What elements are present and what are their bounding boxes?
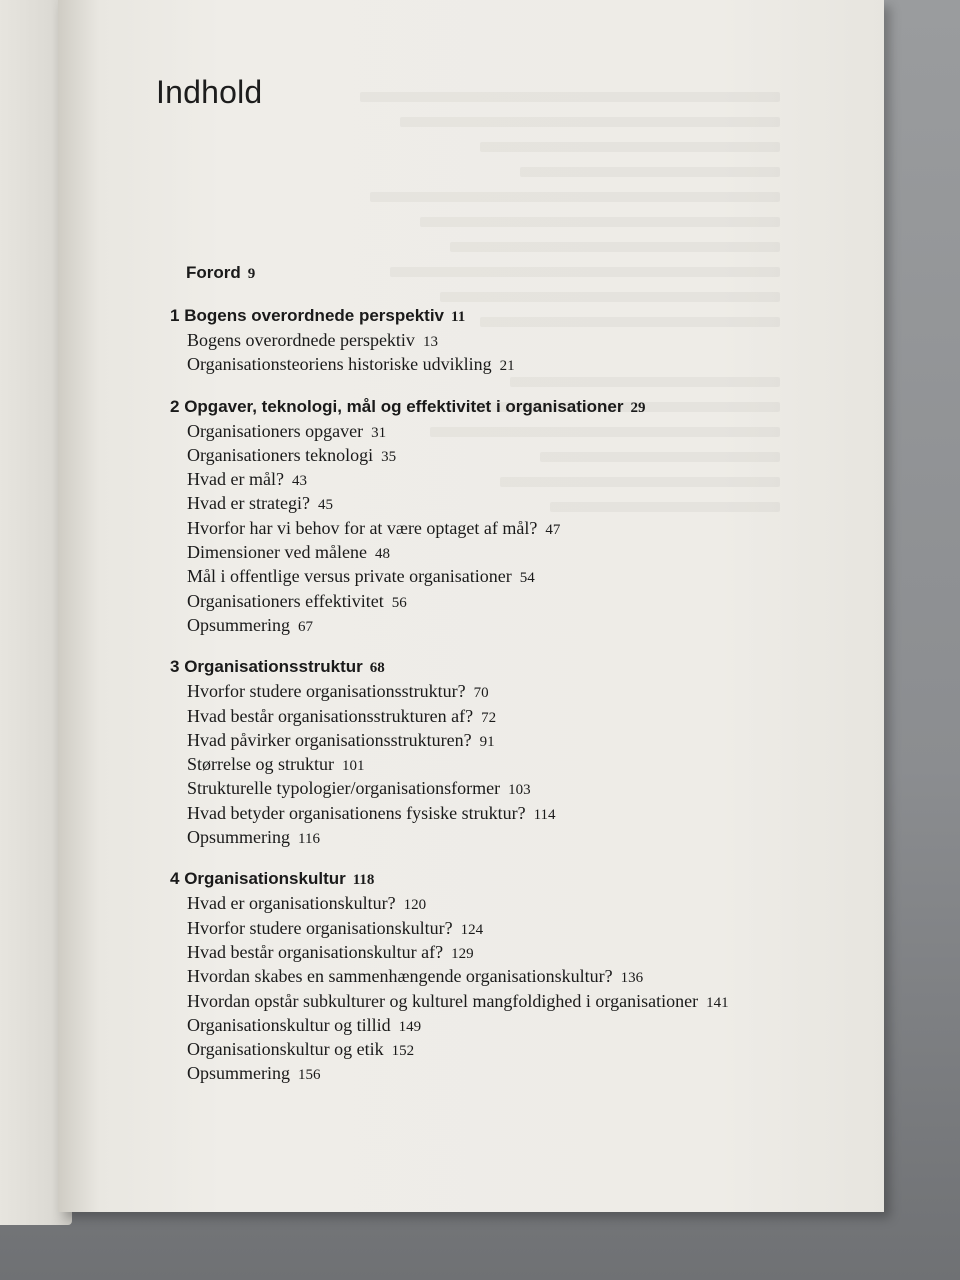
entry-page: 13 (422, 334, 438, 350)
chapter-1 (170, 303, 830, 377)
entry-page: 91 (479, 733, 495, 750)
entry-page: 54 (519, 570, 535, 587)
entry-label: Hvordan skabes en sammenhængende organisationskultur? (187, 966, 613, 987)
entry-label: Organisationsteoriens historiske udvikling (187, 354, 492, 375)
chapter-4 (170, 866, 830, 1085)
show-through-line (420, 217, 780, 227)
entry-label: Hvad består organisationskultur af? (187, 941, 444, 962)
entry-page: 45 (317, 497, 333, 514)
entry-page: 114 (533, 806, 556, 823)
entry-page: 31 (371, 424, 387, 441)
entry-label: Opsummering (187, 1063, 290, 1084)
list-item (187, 443, 830, 467)
show-through-line (400, 117, 780, 127)
entry-label: Organisationskultur og etik (187, 1039, 384, 1060)
list-item (187, 419, 830, 443)
entry-page: 152 (391, 1043, 415, 1060)
list-item (187, 801, 830, 825)
entry-label: Organisationers teknologi (187, 444, 374, 465)
list-item (187, 613, 830, 637)
entry-label: Opsummering (187, 827, 290, 848)
list-item (187, 540, 830, 564)
entry-page: 116 (298, 831, 320, 848)
entry-page: 101 (341, 758, 365, 775)
show-through-line (450, 242, 780, 252)
list-item (187, 491, 830, 515)
chapter-heading (170, 303, 830, 328)
entry-label: Størrelse og struktur (187, 754, 334, 775)
preface-entry (186, 260, 830, 285)
chapter-3 (170, 654, 830, 849)
entry-label: Hvorfor har vi behov for at være optaget af mål? (187, 517, 538, 538)
chapter-title: Bogens overordnede perspektiv (184, 306, 445, 325)
list-item (187, 1013, 830, 1037)
entry-label: Dimensioner ved målene (187, 542, 367, 563)
list-item (187, 891, 830, 915)
show-through-line (370, 192, 780, 202)
table-of-contents (170, 260, 830, 1103)
show-through-line (480, 142, 780, 152)
list-item (187, 704, 830, 728)
chapter-heading (170, 866, 830, 891)
entry-label: Hvad er strategi? (187, 493, 310, 514)
chapter-page: 29 (630, 399, 646, 416)
entry-label: Hvordan opstår subkulturer og kulturel mangfoldighed i organisationer (187, 990, 699, 1011)
show-through-line (360, 92, 780, 102)
show-through-line (520, 167, 780, 177)
page-title: Indhold (156, 74, 263, 110)
entry-label: Bogens overordnede perspektiv (187, 330, 415, 350)
entry-page: 141 (706, 994, 729, 1011)
entry-label: Hvad påvirker organisationsstrukturen? (187, 729, 472, 750)
list-item (187, 589, 830, 613)
entry-label: Hvad er mål? (187, 469, 284, 490)
entry-page: 43 (291, 473, 307, 490)
chapter-title: Opgaver, teknologi, mål og effektivitet i organisationer (184, 396, 624, 416)
entry-page: 67 (298, 618, 313, 635)
entry-page: 124 (460, 921, 484, 938)
list-item (187, 776, 830, 800)
entry-page: 35 (381, 448, 397, 465)
list-item (187, 1037, 830, 1061)
chapter-heading (170, 394, 830, 419)
entry-page: 72 (481, 709, 497, 726)
preface-title: Forord (186, 263, 241, 282)
entry-page: 149 (398, 1018, 422, 1035)
entry-label: Organisationers opgaver (187, 420, 364, 441)
entry-page: 21 (499, 358, 515, 375)
entry-page: 48 (374, 546, 390, 563)
chapter-page: 68 (369, 660, 385, 677)
list-item (187, 752, 830, 776)
chapter-number: 3 (170, 657, 180, 677)
entry-label: Hvorfor studere organisationsstruktur? (187, 681, 466, 702)
list-item (187, 516, 830, 540)
chapter-heading (170, 654, 830, 679)
entry-label: Organisationers effektivitet (187, 590, 384, 611)
entry-label: Opsummering (187, 614, 290, 635)
entry-page: 129 (451, 945, 474, 962)
preface-page: 9 (247, 266, 256, 282)
chapter-title: Organisationsstruktur (184, 657, 363, 677)
entry-page: 56 (391, 594, 407, 611)
list-item (187, 328, 830, 352)
list-item (187, 1061, 830, 1085)
entry-label: Hvad består organisationsstrukturen af? (187, 705, 474, 726)
chapter-2 (170, 394, 830, 638)
list-item (187, 989, 830, 1013)
entry-label: Mål i offentlige versus private organisationer (187, 566, 512, 587)
list-item (187, 352, 830, 376)
list-item (187, 916, 830, 940)
chapter-number: 1 (170, 306, 180, 325)
entry-page: 70 (473, 685, 489, 702)
entry-label: Organisationskultur og tillid (187, 1014, 391, 1035)
entry-label: Hvad er organisationskultur? (187, 893, 396, 914)
entry-page: 103 (508, 782, 531, 799)
list-item (187, 564, 830, 588)
entry-label: Strukturelle typologier/organisationsformer (187, 778, 501, 799)
list-item (187, 825, 830, 849)
chapter-page: 11 (451, 309, 466, 325)
entry-page: 47 (545, 521, 561, 538)
chapter-number: 2 (170, 396, 180, 416)
chapter-title: Organisationskultur (184, 869, 346, 889)
list-item (187, 679, 830, 703)
list-item (187, 467, 830, 491)
chapter-page: 118 (352, 872, 375, 889)
list-item (187, 728, 830, 752)
list-item (187, 940, 830, 964)
entry-page: 156 (298, 1067, 321, 1084)
entry-label: Hvorfor studere organisationskultur? (187, 917, 453, 938)
chapter-number: 4 (170, 869, 180, 889)
entry-label: Hvad betyder organisationens fysiske struktur? (187, 802, 526, 823)
entry-page: 136 (620, 970, 644, 987)
entry-page: 120 (403, 897, 427, 914)
list-item (187, 964, 830, 988)
